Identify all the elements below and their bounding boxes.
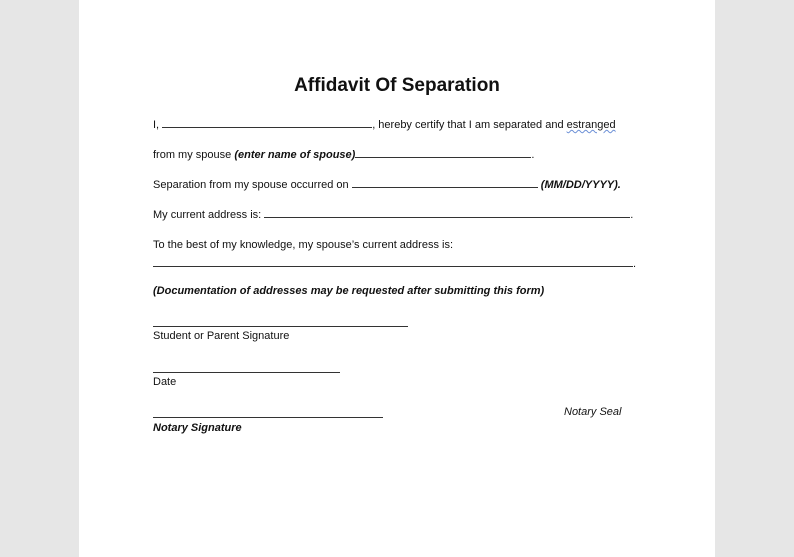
document-page — [79, 0, 715, 557]
current-address-suffix: . — [630, 209, 634, 221]
spouse-suffix: . — [531, 149, 535, 161]
current-address-line — [153, 207, 633, 222]
certify-prefix: I, — [153, 119, 160, 131]
date-label: Date — [153, 376, 177, 388]
certify-squiggle-word: estranged — [566, 119, 616, 131]
student-signature-label: Student or Parent Signature — [153, 330, 290, 342]
date-format-hint: (MM/DD/YYYY). — [540, 179, 621, 191]
notary-signature-label: Notary Signature — [153, 422, 242, 434]
spouse-line — [153, 147, 534, 162]
spouse-address-label: To the best of my knowledge, my spouse’s current address is: — [153, 239, 453, 251]
spouse-address-blank[interactable] — [153, 256, 633, 267]
spouse-name-blank[interactable] — [355, 147, 531, 158]
documentation-note: (Documentation of addresses may be requested after submitting this form) — [153, 285, 545, 297]
separation-date-blank[interactable] — [352, 177, 538, 188]
spouse-address-suffix: . — [633, 258, 637, 270]
certify-line — [153, 117, 616, 132]
student-signature-line[interactable] — [153, 326, 408, 327]
current-address-prefix: My current address is: — [153, 209, 262, 221]
notary-seal-label: Notary Seal — [564, 406, 622, 418]
name-blank[interactable] — [162, 117, 372, 128]
spouse-address-line — [153, 256, 636, 271]
notary-signature-line[interactable] — [153, 417, 383, 418]
spouse-instruction: (enter name of spouse) — [234, 149, 356, 161]
date-line[interactable] — [153, 372, 340, 373]
spouse-prefix: from my spouse — [153, 149, 235, 161]
document-title: Affidavit Of Separation — [294, 75, 500, 96]
current-address-blank[interactable] — [264, 207, 630, 218]
certify-text: , hereby certify that I am separated and — [372, 119, 567, 131]
separation-date-prefix: Separation from my spouse occurred on — [153, 179, 349, 191]
separation-date-line — [153, 177, 621, 192]
